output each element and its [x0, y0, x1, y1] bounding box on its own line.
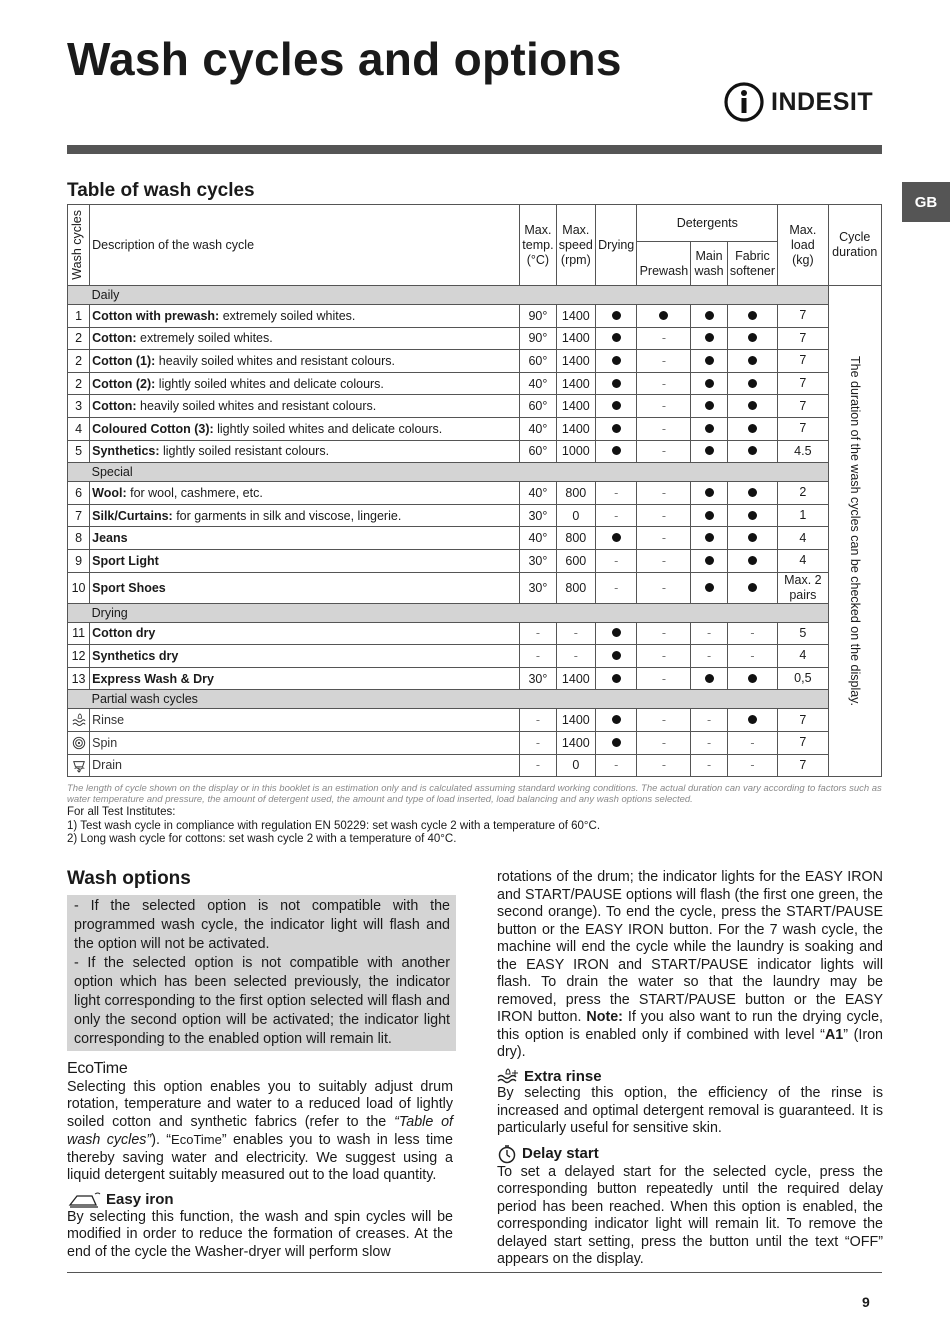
prewash-cell: -	[637, 527, 691, 550]
max-temp: 30°	[520, 504, 557, 527]
compatibility-note-box	[67, 895, 456, 1051]
cycle-number: 8	[68, 527, 90, 550]
main-wash-cell	[691, 440, 727, 463]
header-max-speed: Max. speed (rpm)	[556, 205, 595, 286]
cycle-number: 11	[68, 622, 90, 645]
options-column-left	[67, 1058, 453, 1261]
main-wash-cell	[691, 395, 727, 418]
drying-cell: -	[596, 482, 637, 505]
fabric-softener-cell	[727, 572, 778, 603]
drying-cell	[596, 527, 637, 550]
included-dot-icon	[612, 628, 621, 637]
table-row	[68, 709, 882, 732]
drying-cell	[596, 350, 637, 373]
cycle-description: Synthetics dry	[90, 645, 520, 668]
table-row	[68, 622, 882, 645]
delay-start-label: Delay start	[522, 1144, 599, 1162]
included-dot-icon	[612, 651, 621, 660]
main-wash-cell	[691, 549, 727, 572]
drying-cell	[596, 622, 637, 645]
table-row	[68, 440, 882, 463]
cycle-number: 4	[68, 417, 90, 440]
drying-cell: -	[596, 754, 637, 777]
table-row	[68, 504, 882, 527]
drying-cell	[596, 372, 637, 395]
max-load: 7	[778, 709, 828, 732]
cycle-description: Cotton dry	[90, 622, 520, 645]
max-speed: 1400	[556, 667, 595, 690]
language-tab: GB	[902, 182, 950, 222]
notes-heading: For all Test Institutes:	[67, 806, 176, 818]
delay-start-icon	[497, 1144, 517, 1164]
max-temp: 40°	[520, 372, 557, 395]
included-dot-icon	[612, 401, 621, 410]
header-cycle-duration: Cycle duration	[828, 205, 881, 286]
extra-rinse-icon	[497, 1068, 519, 1084]
fabric-softener-cell	[727, 305, 778, 328]
compat-note-2: - If the selected option is not compatible with another option which has been selected previously, the indicator light corresponding to the first option selected will flash and only the second option will be activated; the indicator light corresponding to the enabled option will remain lit.	[74, 955, 450, 1047]
included-dot-icon	[748, 446, 757, 455]
max-speed: -	[556, 645, 595, 668]
max-speed: 1000	[556, 440, 595, 463]
max-temp: -	[520, 709, 557, 732]
max-temp: 30°	[520, 667, 557, 690]
section-row	[68, 603, 882, 622]
fabric-softener-cell	[727, 482, 778, 505]
max-load: 7	[778, 754, 828, 777]
fabric-softener-cell: -	[727, 622, 778, 645]
table-row	[68, 395, 882, 418]
table-row	[68, 527, 882, 550]
included-dot-icon	[748, 674, 757, 683]
table-row	[68, 667, 882, 690]
options-column-right	[497, 869, 883, 1269]
max-temp: 90°	[520, 305, 557, 328]
cycle-description: Cotton with prewash: extremely soiled whites.	[90, 305, 520, 328]
max-speed: 1400	[556, 372, 595, 395]
max-temp: -	[520, 645, 557, 668]
table-row	[68, 572, 882, 603]
included-dot-icon	[659, 311, 668, 320]
max-speed: -	[556, 622, 595, 645]
table-title: Table of wash cycles	[67, 180, 255, 201]
cycle-number	[68, 754, 90, 777]
prewash-cell: -	[637, 549, 691, 572]
drying-cell: -	[596, 549, 637, 572]
max-speed: 1400	[556, 327, 595, 350]
table-disclaimer: The length of cycle shown on the display or in this booklet is an estimation only and is calculated assuming standard working conditions. The actual duration can vary according to factors such as water temperature and pressure, the amount of detergent used, the amount and type of load inserted, load balancing and any wash options selected.	[67, 783, 882, 805]
cycle-description: Synthetics: lightly soiled resistant colours.	[90, 440, 520, 463]
header-drying: Drying	[596, 205, 637, 286]
easy-iron-icon	[67, 1191, 101, 1209]
included-dot-icon	[748, 356, 757, 365]
included-dot-icon	[748, 333, 757, 342]
prewash-cell: -	[637, 395, 691, 418]
brand-logo	[723, 80, 873, 124]
max-speed: 1400	[556, 731, 595, 754]
header-prewash: Prewash	[637, 242, 691, 286]
main-wash-cell: -	[691, 645, 727, 668]
cycle-number: 3	[68, 395, 90, 418]
header-detergents: Detergents	[637, 205, 778, 242]
max-temp: -	[520, 754, 557, 777]
included-dot-icon	[612, 533, 621, 542]
table-row	[68, 372, 882, 395]
header-max-temp: Max. temp. (°C)	[520, 205, 557, 286]
cycle-number: 9	[68, 549, 90, 572]
fabric-softener-cell	[727, 667, 778, 690]
cycle-description: Cotton (1): heavily soiled whites and resistant colours.	[90, 350, 520, 373]
extra-rinse-label: Extra rinse	[524, 1067, 602, 1085]
included-dot-icon	[705, 333, 714, 342]
included-dot-icon	[748, 379, 757, 388]
max-load: 4	[778, 549, 828, 572]
wash-cycles-table	[67, 204, 882, 777]
max-load: 4	[778, 527, 828, 550]
header-wash-cycles: Wash cycles	[68, 205, 90, 286]
prewash-cell: -	[637, 417, 691, 440]
cycle-description: Cotton: heavily soiled whites and resistant colours.	[90, 395, 520, 418]
easy-iron-text-continued: rotations of the drum; the indicator lights for the EASY IRON and START/PAUSE options will flash (the first one green, the second orange). To end the cycle, press the START/PAUSE button or the EASY IRON button. For the 7 wash cycle, the machine will end the cycle while the laundry is soaking and the EASY IRON and START/PAUSE indicator lights will flash. To drain the water so that the laundry may be removed, press the START/PAUSE button or the EASY IRON button. Note: If you also want to run the drying cycle, this option is enabled only if combined with level “A1” (Iron dry).	[497, 869, 883, 1060]
max-temp: 40°	[520, 527, 557, 550]
max-load: 7	[778, 350, 828, 373]
delay-start-text: To set a delayed start for the selected cycle, press the corresponding button repeatedly until the required delay period has been reached. When this option is enabled, the corresponding indicator light will remain lit. To remove the delayed start setting, press the button until the text “OFF” appears on the display.	[497, 1163, 883, 1267]
cycle-number: 1	[68, 305, 90, 328]
prewash-cell: -	[637, 504, 691, 527]
section-row	[68, 690, 882, 709]
max-temp: 30°	[520, 549, 557, 572]
ecotime-label: EcoTime	[67, 1060, 128, 1077]
main-wash-cell	[691, 482, 727, 505]
included-dot-icon	[705, 401, 714, 410]
included-dot-icon	[705, 533, 714, 542]
brand-logo-icon	[723, 81, 765, 123]
max-speed: 1400	[556, 350, 595, 373]
fabric-softener-cell: -	[727, 754, 778, 777]
cycle-description: Sport Shoes	[90, 572, 520, 603]
max-load: 4	[778, 645, 828, 668]
drying-cell	[596, 667, 637, 690]
included-dot-icon	[748, 424, 757, 433]
prewash-cell: -	[637, 754, 691, 777]
max-temp: 90°	[520, 327, 557, 350]
max-load: 2	[778, 482, 828, 505]
table-row	[68, 754, 882, 777]
prewash-cell: -	[637, 645, 691, 668]
options-title: Wash options	[67, 868, 191, 889]
header-rule	[67, 145, 882, 154]
main-wash-cell	[691, 527, 727, 550]
main-wash-cell	[691, 350, 727, 373]
main-wash-cell	[691, 504, 727, 527]
extra-rinse-text: By selecting this option, the efficiency of the rinse is increased and optimal detergent removal is guaranteed. It is particularly useful for sensitive skin.	[497, 1085, 883, 1136]
cycle-description: Spin	[90, 731, 520, 754]
prewash-cell: -	[637, 350, 691, 373]
cycle-number: 6	[68, 482, 90, 505]
table-row	[68, 305, 882, 328]
max-temp: 40°	[520, 417, 557, 440]
prewash-cell: -	[637, 440, 691, 463]
cycle-number: 2	[68, 327, 90, 350]
included-dot-icon	[748, 583, 757, 592]
prewash-cell: -	[637, 372, 691, 395]
max-temp: 60°	[520, 395, 557, 418]
prewash-cell	[637, 305, 691, 328]
max-temp: 60°	[520, 440, 557, 463]
fabric-softener-cell	[727, 549, 778, 572]
drying-cell	[596, 305, 637, 328]
cycle-description: Wool: for wool, cashmere, etc.	[90, 482, 520, 505]
section-label: Daily	[90, 286, 828, 305]
main-wash-cell: -	[691, 731, 727, 754]
included-dot-icon	[705, 583, 714, 592]
included-dot-icon	[748, 401, 757, 410]
included-dot-icon	[705, 488, 714, 497]
max-temp: 30°	[520, 572, 557, 603]
fabric-softener-cell	[727, 327, 778, 350]
table-row	[68, 482, 882, 505]
included-dot-icon	[612, 424, 621, 433]
table-row	[68, 549, 882, 572]
included-dot-icon	[705, 379, 714, 388]
included-dot-icon	[748, 533, 757, 542]
max-load: Max. 2 pairs	[778, 572, 828, 603]
main-wash-cell: -	[691, 622, 727, 645]
included-dot-icon	[705, 446, 714, 455]
section-row	[68, 286, 882, 305]
max-speed: 1400	[556, 395, 595, 418]
cycle-number: 7	[68, 504, 90, 527]
cycle-number: 12	[68, 645, 90, 668]
max-load: 7	[778, 305, 828, 328]
drying-cell	[596, 395, 637, 418]
main-wash-cell	[691, 572, 727, 603]
max-load: 7	[778, 417, 828, 440]
drying-cell	[596, 417, 637, 440]
included-dot-icon	[705, 424, 714, 433]
table-row	[68, 731, 882, 754]
max-load: 5	[778, 622, 828, 645]
cycle-description: Jeans	[90, 527, 520, 550]
cycle-description: Cotton: extremely soiled whites.	[90, 327, 520, 350]
cycle-number	[68, 709, 90, 732]
header-main-wash: Main wash	[691, 242, 727, 286]
easy-iron-text: By selecting this function, the wash and spin cycles will be modified in order to reduce the formation of creases. At the end of the cycle the Washer-dryer will perform slow	[67, 1208, 453, 1260]
drying-cell	[596, 709, 637, 732]
drain-icon	[72, 759, 86, 773]
main-wash-cell	[691, 372, 727, 395]
drying-cell: -	[596, 504, 637, 527]
included-dot-icon	[612, 379, 621, 388]
fabric-softener-cell	[727, 395, 778, 418]
included-dot-icon	[705, 674, 714, 683]
cycle-description: Express Wash & Dry	[90, 667, 520, 690]
prewash-cell: -	[637, 709, 691, 732]
fabric-softener-cell	[727, 440, 778, 463]
fabric-softener-cell: -	[727, 731, 778, 754]
prewash-cell: -	[637, 482, 691, 505]
cycle-description: Silk/Curtains: for garments in silk and viscose, lingerie.	[90, 504, 520, 527]
max-speed: 1400	[556, 305, 595, 328]
prewash-cell: -	[637, 667, 691, 690]
header-max-load: Max. load (kg)	[778, 205, 828, 286]
page-title: Wash cycles and options	[67, 33, 622, 85]
drying-cell	[596, 645, 637, 668]
rinse-icon	[72, 713, 86, 727]
page-number: 9	[862, 1294, 870, 1310]
cycle-description: Cotton (2): lightly soiled whites and delicate colours.	[90, 372, 520, 395]
easy-iron-heading	[67, 1191, 453, 1209]
main-wash-cell: -	[691, 754, 727, 777]
header-description: Description of the wash cycle	[90, 205, 520, 286]
max-speed: 600	[556, 549, 595, 572]
max-speed: 800	[556, 482, 595, 505]
included-dot-icon	[748, 556, 757, 565]
included-dot-icon	[748, 511, 757, 520]
drying-cell	[596, 731, 637, 754]
table-row	[68, 327, 882, 350]
table-row	[68, 350, 882, 373]
included-dot-icon	[612, 446, 621, 455]
max-temp: -	[520, 731, 557, 754]
section-label: Special	[90, 463, 828, 482]
test-notes	[67, 806, 882, 847]
included-dot-icon	[748, 715, 757, 724]
note-1: 1) Test wash cycle in compliance with regulation EN 50229: set wash cycle 2 with a temperature of 60°C.	[67, 819, 601, 832]
easy-iron-label: Easy iron	[106, 1190, 174, 1208]
max-speed: 1400	[556, 709, 595, 732]
cycle-number: 10	[68, 572, 90, 603]
spin-icon	[72, 736, 86, 750]
cycle-description: Drain	[90, 754, 520, 777]
included-dot-icon	[612, 311, 621, 320]
note-2: 2) Long wash cycle for cottons: set wash cycle 2 with a temperature of 40°C.	[67, 833, 457, 845]
compat-note-1: - If the selected option is not compatible with the programmed wash cycle, the indicator light will flash and the option will not be activated.	[74, 898, 450, 952]
drying-cell	[596, 440, 637, 463]
included-dot-icon	[705, 356, 714, 365]
table-row	[68, 417, 882, 440]
section-label: Drying	[90, 603, 828, 622]
included-dot-icon	[705, 511, 714, 520]
drying-cell: -	[596, 572, 637, 603]
header-fabric-softener: Fabric softener	[727, 242, 778, 286]
included-dot-icon	[705, 556, 714, 565]
max-load: 7	[778, 731, 828, 754]
included-dot-icon	[612, 674, 621, 683]
included-dot-icon	[748, 311, 757, 320]
cycle-number: 2	[68, 372, 90, 395]
cycle-duration-note: The duration of the wash cycles can be checked on the display.	[828, 286, 881, 777]
fabric-softener-cell	[727, 504, 778, 527]
main-wash-cell: -	[691, 709, 727, 732]
max-load: 7	[778, 395, 828, 418]
delay-start-heading	[497, 1144, 883, 1164]
drying-cell	[596, 327, 637, 350]
extra-rinse-heading	[497, 1068, 883, 1086]
fabric-softener-cell	[727, 527, 778, 550]
max-speed: 1400	[556, 417, 595, 440]
included-dot-icon	[705, 311, 714, 320]
cycle-number: 5	[68, 440, 90, 463]
max-speed: 0	[556, 754, 595, 777]
ecotime-text: Selecting this option enables you to suitably adjust drum rotation, temperature and water to a reduced load of lightly soiled cotton and synthetic fabrics (refer to the “Table of wash cycles”). “EcoTime” enables you to wash in less time thereby saving water and electricity. We suggest using a liquid detergent suitably measured out to the load quantity.	[67, 1078, 453, 1183]
cycle-number: 13	[68, 667, 90, 690]
prewash-cell: -	[637, 622, 691, 645]
included-dot-icon	[612, 333, 621, 342]
max-temp: -	[520, 622, 557, 645]
cycle-number	[68, 731, 90, 754]
section-label: Partial wash cycles	[90, 690, 828, 709]
prewash-cell: -	[637, 731, 691, 754]
max-load: 4.5	[778, 440, 828, 463]
main-wash-cell	[691, 667, 727, 690]
cycle-description: Coloured Cotton (3): lightly soiled whites and delicate colours.	[90, 417, 520, 440]
included-dot-icon	[612, 356, 621, 365]
max-speed: 800	[556, 572, 595, 603]
max-speed: 0	[556, 504, 595, 527]
main-wash-cell	[691, 305, 727, 328]
fabric-softener-cell	[727, 417, 778, 440]
prewash-cell: -	[637, 327, 691, 350]
prewash-cell: -	[637, 572, 691, 603]
fabric-softener-cell	[727, 350, 778, 373]
cycle-number: 2	[68, 350, 90, 373]
fabric-softener-cell	[727, 709, 778, 732]
table-row	[68, 645, 882, 668]
fabric-softener-cell	[727, 372, 778, 395]
max-load: 7	[778, 327, 828, 350]
max-load: 0,5	[778, 667, 828, 690]
section-row	[68, 463, 882, 482]
main-wash-cell	[691, 327, 727, 350]
footer-rule	[67, 1272, 882, 1273]
cycle-description: Rinse	[90, 709, 520, 732]
max-speed: 800	[556, 527, 595, 550]
included-dot-icon	[612, 715, 621, 724]
fabric-softener-cell: -	[727, 645, 778, 668]
included-dot-icon	[612, 738, 621, 747]
main-wash-cell	[691, 417, 727, 440]
cycle-description: Sport Light	[90, 549, 520, 572]
brand-name: INDESIT	[771, 87, 874, 116]
max-load: 1	[778, 504, 828, 527]
included-dot-icon	[748, 488, 757, 497]
max-temp: 60°	[520, 350, 557, 373]
max-temp: 40°	[520, 482, 557, 505]
max-load: 7	[778, 372, 828, 395]
